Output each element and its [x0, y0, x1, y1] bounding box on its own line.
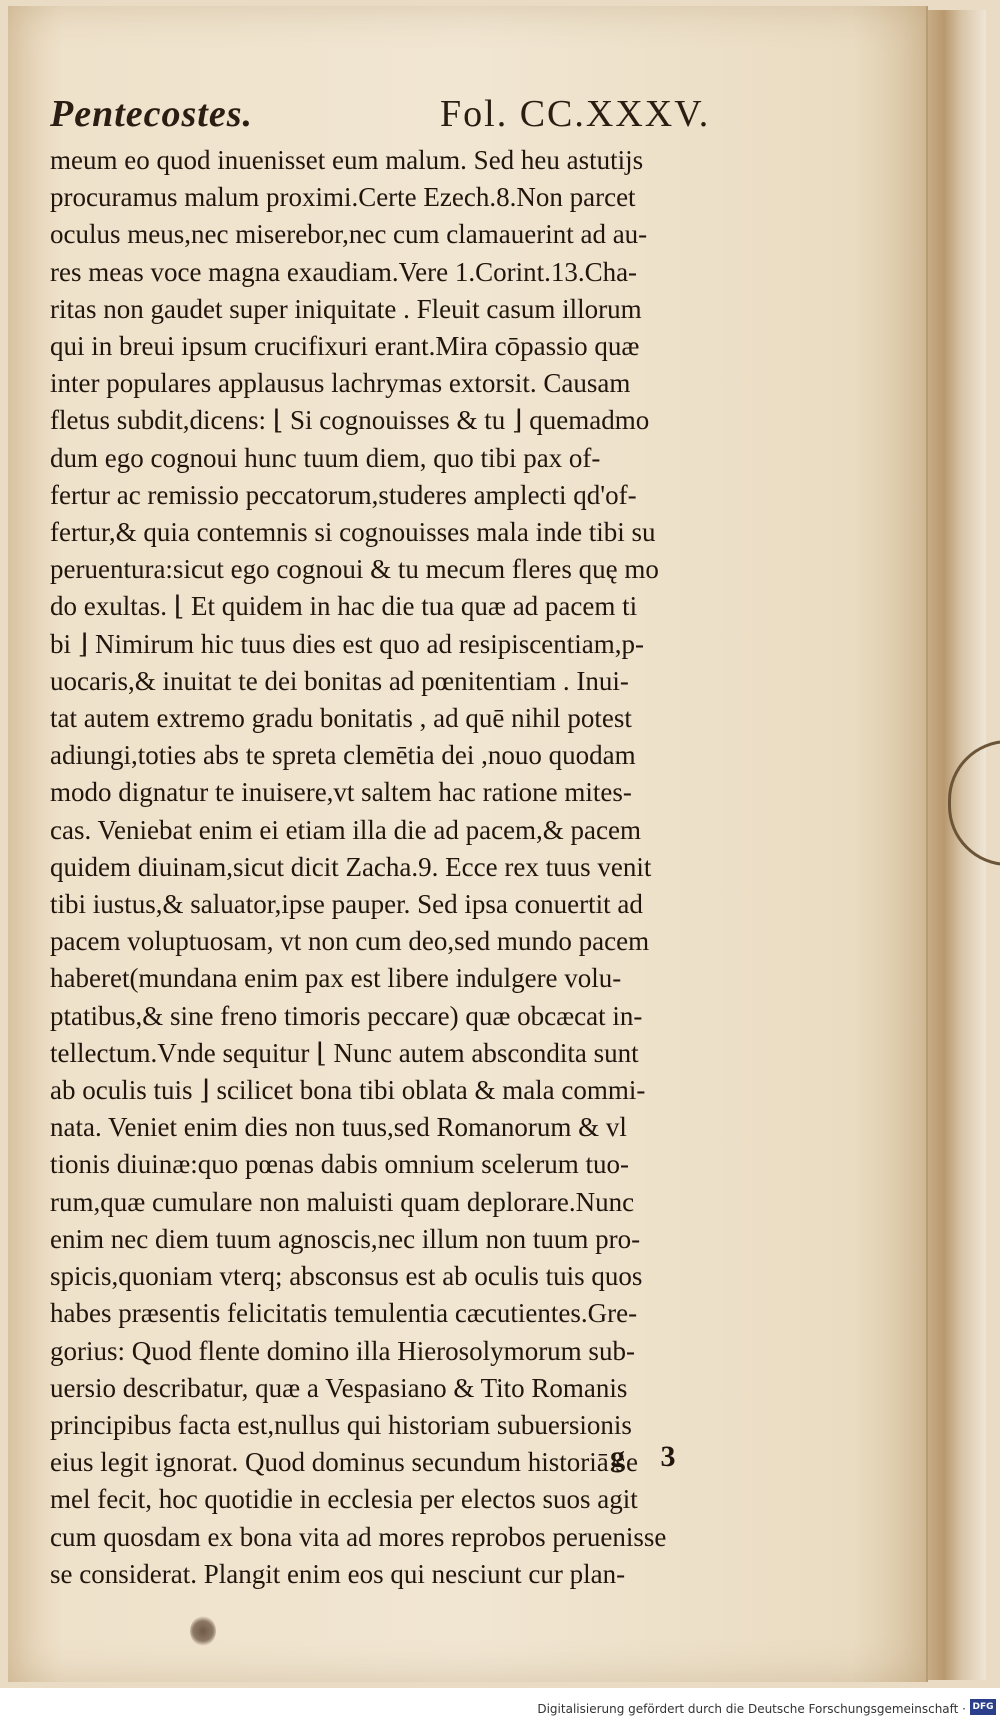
digitization-credit: Digitalisierung gefördert durch die Deutsche Forschungsgemeinschaft ·	[537, 1702, 966, 1716]
text-line: qui in breui ipsum crucifixuri erant.Mira cōpassio quæ	[50, 331, 640, 362]
text-line: ritas non gaudet super iniquitate . Fleuit casum illorum	[50, 293, 642, 324]
text-line: haberet(mundana enim pax est libere indulgere volu-	[50, 963, 622, 994]
text-line: cum quosdam ex bona vita ad mores reprobos peruenisse	[50, 1521, 667, 1552]
text-line: oculus meus,nec miserebor,nec cum clamauerint ad au-	[50, 219, 648, 250]
text-line: do exultas. ⌊ Et quidem in hac die tua quæ ad pacem ti	[50, 591, 638, 622]
text-line: ptatibus,& sine freno timoris peccare) quæ obcæcat in-	[50, 1000, 643, 1031]
ink-stain	[190, 1616, 216, 1646]
text-line: habes præsentis felicitatis temulentia cæcutientes.Gre-	[50, 1298, 638, 1329]
text-line: quidem diuinam,sicut dicit Zacha.9. Ecce rex tuus venit	[50, 851, 652, 882]
folio-number: Fol. CC.XXXV.	[440, 93, 711, 135]
text-line: res meas voce magna exaudiam.Vere 1.Corint.13.Cha-	[50, 256, 638, 287]
body-text	[50, 142, 798, 1593]
text-line: modo dignatur te inuisere,vt saltem hac ratione mites-	[50, 777, 632, 808]
text-line: fertur,& quia contemnis si cognouisses mala inde tibi su	[50, 517, 656, 548]
dfg-logo: DFG	[970, 1699, 996, 1715]
text-line: tellectum.Vnde sequitur ⌊ Nunc autem abscondita sunt	[50, 1037, 639, 1068]
text-line: bi ⌋ Nimirum hic tuus dies est quo ad resipiscentiam,p-	[50, 628, 644, 659]
text-line: fletus subdit,dicens: ⌊ Si cognouisses & tu ⌋ quemadmo	[50, 405, 650, 436]
page-header	[50, 92, 750, 142]
text-line: principibus facta est,nullus qui historiam subuersionis	[50, 1409, 632, 1440]
text-line: eius legit ignorat. Quod dominus secundum historiā se	[50, 1447, 638, 1478]
text-line: peruentura:sicut ego cognoui & tu mecum fleres quę mo	[50, 554, 659, 585]
text-line: mel fecit, hoc quotidie in ecclesia per electos suos agit	[50, 1484, 638, 1515]
text-line: meum eo quod inuenisset eum malum. Sed heu astutijs	[50, 145, 644, 175]
text-line: se considerat. Plangit enim eos qui nesciunt cur plan-	[50, 1558, 626, 1589]
text-line: spicis,quoniam vterq; absconsus est ab oculis tuis quos	[50, 1261, 643, 1292]
text-line: tionis diuinæ:quo pœnas dabis omnium scelerum tuo-	[50, 1149, 629, 1180]
text-line: fertur ac remissio peccatorum,studeres amplecti qd'of-	[50, 479, 637, 510]
text-line: nata. Veniet enim dies non tuus,sed Romanorum & vl	[50, 1112, 627, 1143]
text-line: tibi iustus,& saluator,ipse pauper. Sed ipsa conuertit ad	[50, 889, 643, 920]
running-head: Pentecostes.	[50, 93, 254, 135]
text-line: procuramus malum proximi.Certe Ezech.8.Non parcet	[50, 182, 636, 213]
text-line: ab oculis tuis ⌋ scilicet bona tibi oblata & mala commi-	[50, 1075, 646, 1106]
text-line: adiungi,toties abs te spreta clemētia dei ,nouo quodam	[50, 740, 636, 771]
text-line: gorius: Quod flente domino illa Hierosolymorum sub-	[50, 1335, 635, 1366]
text-line: enim nec diem tuum agnoscis,nec illum non tuum pro-	[50, 1223, 641, 1254]
signature-mark: g 3	[610, 1440, 690, 1473]
text-line: cas. Veniebat enim ei etiam illa die ad pacem,& pacem	[50, 814, 642, 845]
text-line: rum,quæ cumulare non maluisti quam deplorare.Nunc	[50, 1186, 635, 1217]
text-line: tat autem extremo gradu bonitatis , ad quē nihil potest	[50, 703, 632, 734]
text-line: uocaris,& inuitat te dei bonitas ad pœnitentiam . Inui-	[50, 665, 629, 696]
text-line: inter populares applausus lachrymas extorsit. Causam	[50, 368, 631, 399]
text-line: pacem voluptuosam, vt non cum deo,sed mundo pacem	[50, 926, 650, 957]
text-line: uersio describatur, quæ a Vespasiano & Tito Romanis	[50, 1372, 628, 1403]
text-line: dum ego cognoui hunc tuum diem, quo tibi pax of-	[50, 442, 601, 473]
